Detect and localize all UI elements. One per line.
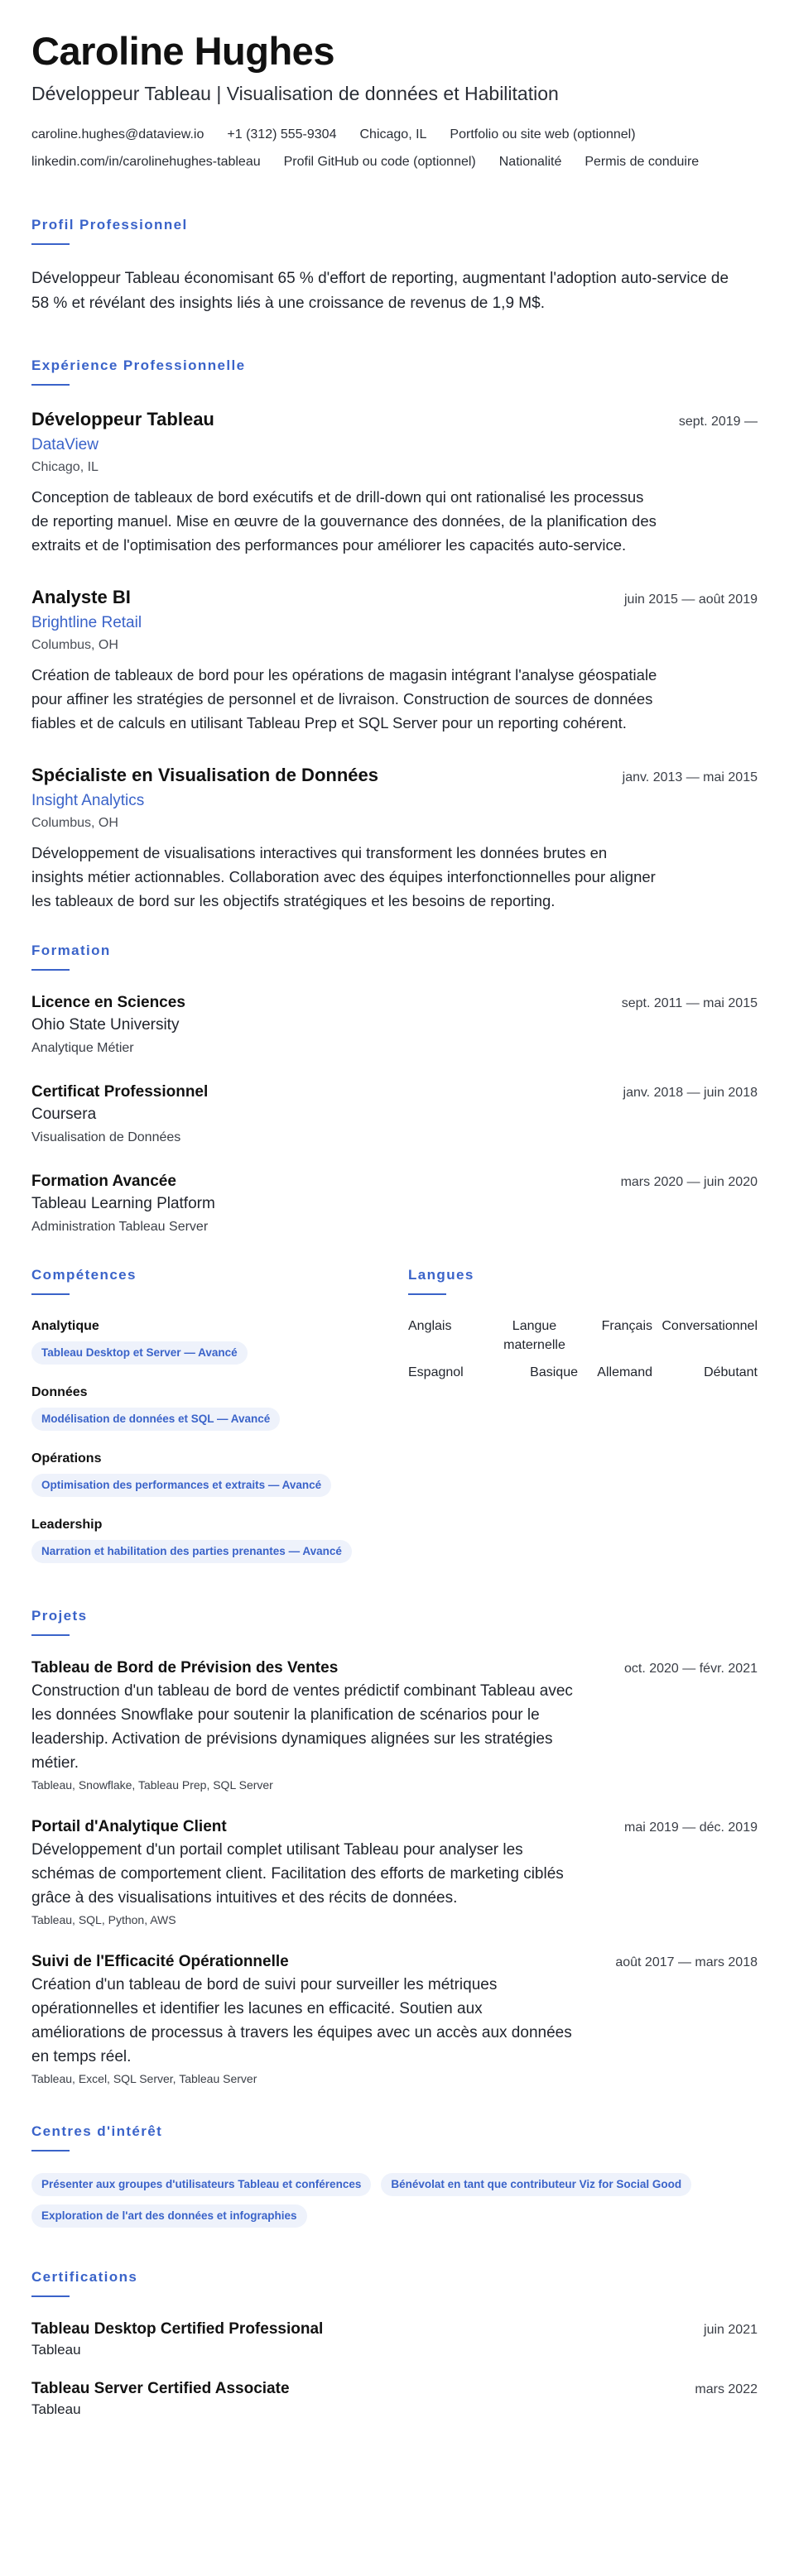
section-divider [31,2150,70,2151]
interest-pill: Présenter aux groupes d'utilisateurs Tableau et conférences [31,2173,371,2196]
job-entry [31,585,758,735]
project-entry [31,1816,758,1928]
contact-nationality: Nationalité [498,155,562,169]
contact-github[interactable]: Profil GitHub ou code (optionnel) [283,155,476,169]
section-title-interests: Centres d'intérêt [31,2123,163,2139]
section-divider [31,384,70,386]
section-divider [31,1634,70,1636]
interest-pill: Bénévolat en tant que contributeur Viz for Social Good [381,2173,691,2196]
job-date: sept. 2019 — [678,415,758,429]
contact-email[interactable]: caroline.hughes@dataview.io [31,127,204,142]
education-field: Visualisation de Données [31,1130,181,1144]
contact-linkedin[interactable]: linkedin.com/in/carolinehughes-tableau [31,155,261,169]
section-title-languages: Langues [408,1267,474,1283]
section-divider [31,2295,70,2297]
education-school: Ohio State University [31,1016,180,1034]
project-entry [31,1657,758,1793]
section-divider [31,1293,70,1295]
skill-pill: Modélisation de données et SQL — Avancé [31,1408,280,1431]
certification-entry [31,2319,758,2360]
education-degree: Formation Avancée [31,1173,176,1190]
candidate-name: Caroline Hughes [31,29,334,73]
contact-location: Chicago, IL [359,127,427,142]
certifications-section [31,2267,758,2420]
language-level: Conversationnel [662,1319,758,1333]
project-description: Création d'un tableau de bord de suivi pour surveiller les métriques opérationnelles et identifier les lacunes en efficacité. Soutien aux améliorations de processus à travers les équipes avec un accès aux données en temps réel. [31,1976,572,2065]
certification-date: mars 2022 [695,2382,758,2396]
education-school: Tableau Learning Platform [31,1195,215,1212]
interests-section [31,2122,758,2228]
job-title: Analyste BI [31,587,131,607]
language-name: Anglais [408,1319,452,1333]
job-date: juin 2015 — août 2019 [623,592,758,607]
project-date: mai 2019 — déc. 2019 [624,1820,758,1835]
contact-portfolio[interactable]: Portfolio ou site web (optionnel) [450,127,636,142]
project-description: Construction d'un tableau de bord de ventes prédictif combinant Tableau avec les données Snowflake pour soutenir la planification de scénarios pour le leadership. Activation de prévisions dynamiques alignées sur les stratégies métier. [31,1682,573,1772]
job-description: Développement de visualisations interactives qui transforment les données brutes en insights métier actionnables. Collaboration avec des équipes interfonctionnelles pour aligner les tableaux de bord sur les objectifs stratégiques et les besoins de reporting. [31,844,656,909]
section-title-experience: Expérience Professionnelle [31,357,246,373]
project-tech: Tableau, Excel, SQL Server, Tableau Server [31,2072,257,2085]
language-name: Allemand [597,1365,652,1379]
project-date: oct. 2020 — févr. 2021 [624,1662,758,1676]
education-entry [31,1171,758,1237]
job-description: Création de tableaux de bord pour les opérations de magasin intégrant l'analyse géospatiale pour affiner les stratégies de personnel et de livraison. Construction de sources de données fiables et de calculs en utilisant Tableau Prep et SQL Server pour un reporting cohérent. [31,666,657,732]
education-school: Coursera [31,1106,97,1123]
job-title: Développeur Tableau [31,409,214,429]
certification-issuer: Tableau [31,2401,81,2417]
skill-pill: Tableau Desktop et Server — Avancé [31,1341,248,1365]
contact-phone[interactable]: +1 (312) 555-9304 [227,127,337,142]
project-date: août 2017 — mars 2018 [615,1955,758,1969]
job-location: Columbus, OH [31,638,118,652]
education-entry [31,1082,758,1148]
skill-group [31,1317,408,1365]
education-degree: Certificat Professionnel [31,1083,209,1101]
certification-name: Tableau Server Certified Associate [31,2380,290,2397]
languages-section [408,1265,758,1581]
education-date: janv. 2018 — juin 2018 [623,1086,758,1100]
language-name: Français [601,1319,652,1333]
contact-list [31,121,743,175]
skills-languages-row [31,1265,758,1581]
education-date: mars 2020 — juin 2020 [620,1175,758,1189]
interest-list [31,2173,760,2228]
project-title: Tableau de Bord de Prévision des Ventes [31,1659,339,1677]
project-tech: Tableau, SQL, Python, AWS [31,1913,176,1926]
language-level: Débutant [704,1365,758,1379]
skill-pill: Narration et habilitation des parties prenantes — Avancé [31,1540,352,1563]
job-company: Insight Analytics [31,792,145,809]
section-title-projects: Projets [31,1608,88,1624]
project-title: Suivi de l'Efficacité Opérationnelle [31,1953,289,1970]
language-name: Espagnol [408,1365,464,1379]
profile-section [31,215,758,316]
project-entry [31,1951,758,2087]
job-company: Brightline Retail [31,614,142,631]
language-level: Langue maternelle [503,1319,565,1352]
section-title-skills: Compétences [31,1267,137,1283]
skills-section [31,1265,408,1581]
education-section [31,941,758,1237]
skill-category: Données [31,1385,88,1399]
skill-category: Analytique [31,1319,99,1333]
education-date: sept. 2011 — mai 2015 [621,996,758,1010]
certification-issuer: Tableau [31,2342,81,2358]
section-title-certifications: Certifications [31,2269,138,2285]
job-entry [31,407,758,557]
headline: Développeur Tableau | Visualisation de données et Habilitation [31,83,559,104]
section-divider [31,243,70,245]
skill-category: Leadership [31,1518,103,1532]
language-list [408,1317,758,1382]
job-location: Chicago, IL [31,460,99,474]
job-location: Columbus, OH [31,816,118,830]
profile-summary: Développeur Tableau économisant 65 % d'effort de reporting, augmentant l'adoption auto-service de 58 % et révélant des insights liés à une croissance de revenus de 1,9 M$. [31,270,729,312]
section-divider [31,969,70,971]
skill-group [31,1383,408,1431]
projects-section [31,1606,758,2087]
project-title: Portail d'Analytique Client [31,1818,227,1835]
project-tech: Tableau, Snowflake, Tableau Prep, SQL Server [31,1778,273,1792]
skill-group [31,1449,408,1497]
education-degree: Licence en Sciences [31,994,185,1011]
skill-group [31,1515,408,1563]
education-field: Administration Tableau Server [31,1220,209,1234]
project-description: Développement d'un portail complet utilisant Tableau pour analyser les schémas de comportement client. Facilitation des efforts de marketing ciblés grâce à des visualisations intuitives et des récits de données. [31,1841,564,1907]
section-title-education: Formation [31,943,111,958]
language-level: Basique [530,1365,578,1379]
section-divider [408,1293,446,1295]
certification-date: juin 2021 [704,2323,758,2337]
experience-section [31,356,758,913]
certification-entry [31,2378,758,2420]
education-entry [31,992,758,1058]
job-description: Conception de tableaux de bord exécutifs et de drill-down qui ont rationalisé les processus de reporting manuel. Mise en œuvre de la gouvernance des données, de la planification des extraits et de l'optimisation des performances pour améliorer les capacités auto-service. [31,488,657,554]
job-company: DataView [31,436,99,453]
education-field: Analytique Métier [31,1041,134,1055]
skill-category: Opérations [31,1451,102,1465]
job-title: Spécialiste en Visualisation de Données [31,765,378,785]
job-entry [31,763,758,913]
skill-pill: Optimisation des performances et extraits — Avancé [31,1474,331,1497]
interest-pill: Exploration de l'art des données et infographies [31,2204,307,2228]
contact-license: Permis de conduire [585,155,700,169]
certification-name: Tableau Desktop Certified Professional [31,2320,324,2338]
section-title-profile: Profil Professionnel [31,217,188,233]
job-date: janv. 2013 — mai 2015 [622,770,758,784]
